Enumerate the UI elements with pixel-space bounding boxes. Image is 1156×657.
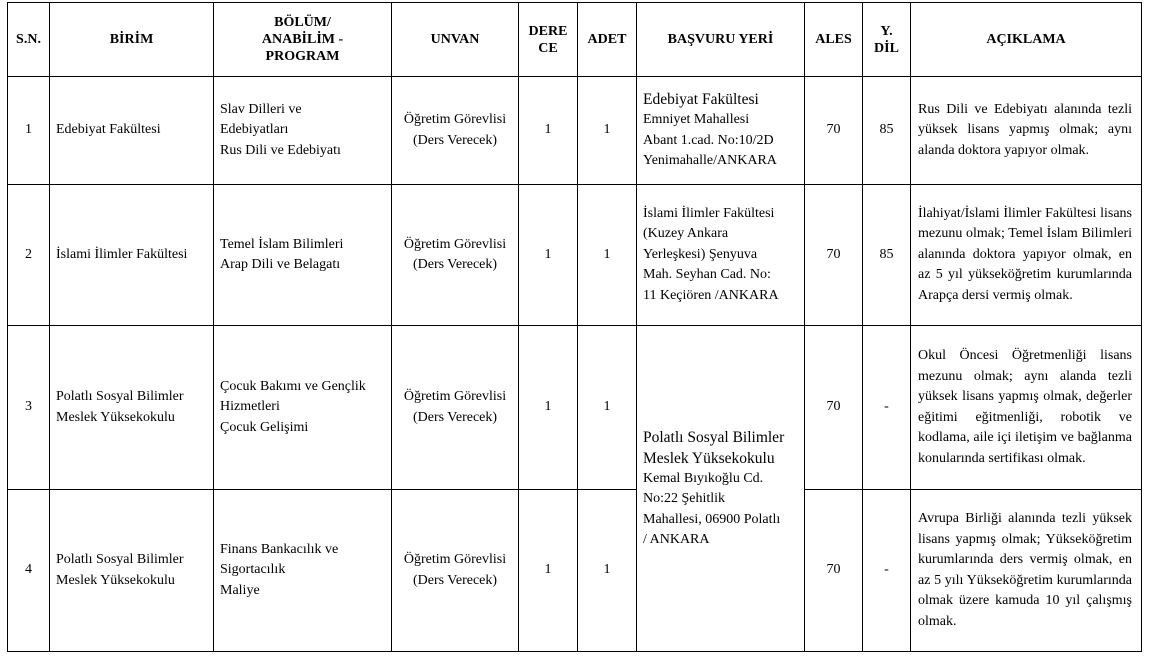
header-aciklama: AÇIKLAMA <box>911 3 1142 77</box>
cell-sn: 2 <box>8 185 50 326</box>
cell-ales: 70 <box>805 77 863 185</box>
header-unvan: UNVAN <box>392 3 519 77</box>
cell-ales: 70 <box>805 490 863 652</box>
header-derece: DERE CE <box>519 3 578 77</box>
cell-derece: 1 <box>519 77 578 185</box>
cell-birim: İslami İlimler Fakültesi <box>50 185 214 326</box>
cell-adet: 1 <box>578 185 637 326</box>
cell-birim: Polatlı Sosyal Bilimler Meslek Yüksekokulu <box>50 326 214 490</box>
header-basvuru: BAŞVURU YERİ <box>637 3 805 77</box>
cell-sn: 1 <box>8 77 50 185</box>
cell-derece: 1 <box>519 490 578 652</box>
cell-unvan: Öğretim Görevlisi (Ders Verecek) <box>392 77 519 185</box>
header-birim: BİRİM <box>50 3 214 77</box>
header-sn: S.N. <box>8 3 50 77</box>
header-ales: ALES <box>805 3 863 77</box>
cell-ydil: 85 <box>863 185 911 326</box>
cell-ales: 70 <box>805 185 863 326</box>
cell-ydil: - <box>863 326 911 490</box>
cell-basvuru <box>637 77 805 185</box>
cell-bolum: Slav Dilleri ve Edebiyatları Rus Dili ve Edebiyatı <box>214 77 392 185</box>
cell-bolum: Finans Bankacılık ve Sigortacılık Maliye <box>214 490 392 652</box>
cell-adet: 1 <box>578 326 637 490</box>
basvuru-address: Emniyet Mahallesi Abant 1.cad. No:10/2D Yenimahalle/ANKARA <box>643 112 777 169</box>
header-ydil: Y. DİL <box>863 3 911 77</box>
cell-unvan: Öğretim Görevlisi (Ders Verecek) <box>392 490 519 652</box>
cell-unvan: Öğretim Görevlisi (Ders Verecek) <box>392 185 519 326</box>
cell-derece: 1 <box>519 326 578 490</box>
cell-bolum: Çocuk Bakımı ve Gençlik Hizmetleri Çocuk Gelişimi <box>214 326 392 490</box>
cell-basvuru-shared <box>637 326 805 652</box>
cell-basvuru: İslami İlimler Fakültesi (Kuzey Ankara Yerleşkesi) Şenyuva Mah. Seyhan Cad. No: 11 Keçiören /ANKARA <box>637 185 805 326</box>
cell-aciklama: İlahiyat/İslami İlimler Fakültesi lisans mezunu olmak; Temel İslam Bilimleri alanında doktora yapıyor olmak, en az 5 yıl yükseköğretim kurumlarında Arapça dersi vermiş olmak. <box>911 185 1142 326</box>
cell-derece: 1 <box>519 185 578 326</box>
cell-aciklama: Rus Dili ve Edebiyatı alanında tezli yüksek lisans yapmış olmak; aynı alanda doktora yapıyor olmak. <box>911 77 1142 185</box>
cell-birim: Polatlı Sosyal Bilimler Meslek Yüksekokulu <box>50 490 214 652</box>
cell-adet: 1 <box>578 490 637 652</box>
cell-ales: 70 <box>805 326 863 490</box>
positions-table <box>7 2 1142 652</box>
cell-ydil: 85 <box>863 77 911 185</box>
table-row <box>8 77 1142 185</box>
cell-aciklama: Okul Öncesi Öğretmenliği lisans mezunu olmak; aynı alanda tezli yüksek lisans yapmış olmak, değerler eğitimi eğitmenliği, robotik ve kodlama, aile içi iletişim ve bağlanma konularında sertifikası olmak. <box>911 326 1142 490</box>
header-adet: ADET <box>578 3 637 77</box>
basvuru-title: Polatlı Sosyal Bilimler Meslek Yüksekokulu <box>643 428 785 467</box>
cell-adet: 1 <box>578 77 637 185</box>
header-bolum: BÖLÜM/ ANABİLİM - PROGRAM <box>214 3 392 77</box>
table-row <box>8 490 1142 652</box>
cell-bolum: Temel İslam Bilimleri Arap Dili ve Belagatı <box>214 185 392 326</box>
basvuru-title: Edebiyat Fakültesi <box>643 91 759 109</box>
table-row <box>8 326 1142 490</box>
cell-sn: 3 <box>8 326 50 490</box>
cell-aciklama: Avrupa Birliği alanında tezli yüksek lisans yapmış olmak; Yükseköğretim kurumlarında ders vermiş olmak, en az 5 yılı Yükseköğretim kurumlarında olmak üzere kamuda 10 yıl çalışmış olmak. <box>911 490 1142 652</box>
basvuru-address: Kemal Bıyıkoğlu Cd. No:22 Şehitlik Mahallesi, 06900 Polatlı / ANKARA <box>643 470 781 547</box>
cell-sn: 4 <box>8 490 50 652</box>
header-row <box>8 3 1142 77</box>
cell-birim: Edebiyat Fakültesi <box>50 77 214 185</box>
table-row <box>8 185 1142 326</box>
cell-unvan: Öğretim Görevlisi (Ders Verecek) <box>392 326 519 490</box>
cell-ydil: - <box>863 490 911 652</box>
